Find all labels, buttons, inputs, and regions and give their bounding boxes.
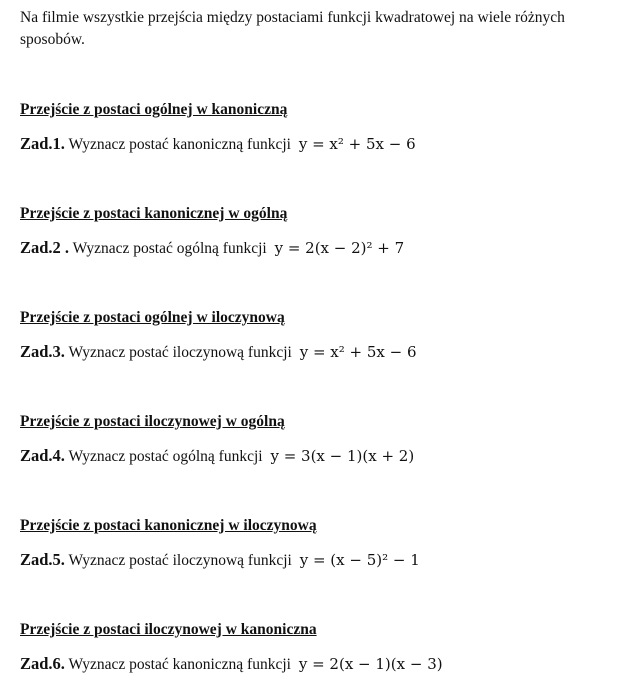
section-4 [20, 412, 615, 467]
section-5 [20, 516, 615, 571]
section-heading: Przejście z postaci iloczynowej w ogólną [20, 413, 285, 430]
task-text: Wyznacz postać kanoniczną funkcji [68, 136, 291, 153]
section-heading: Przejście z postaci iloczynowej w kanoniczna [20, 621, 317, 638]
task-formula: y = x² + 5x − 6 [299, 343, 417, 361]
task-label: Zad.1. [20, 134, 65, 153]
task-formula: y = 3(x − 1)(x + 2) [270, 447, 415, 465]
task-text: Wyznacz postać iloczynową funkcji [68, 344, 292, 361]
task-label: Zad.5. [20, 550, 65, 569]
task-formula: y = 2(x − 2)² + 7 [274, 239, 405, 257]
section-3 [20, 308, 615, 363]
task-label: Zad.4. [20, 446, 65, 465]
task-label: Zad.6. [20, 654, 65, 673]
task-line [20, 446, 615, 467]
task-formula: y = x² + 5x − 6 [298, 135, 416, 153]
section-1 [20, 100, 615, 155]
task-line [20, 238, 615, 259]
task-line [20, 550, 615, 571]
task-text: Wyznacz postać kanoniczną funkcji [68, 656, 291, 673]
task-text: Wyznacz postać iloczynową funkcji [68, 552, 292, 569]
section-heading: Przejście z postaci ogólnej w iloczynową [20, 309, 285, 326]
task-text: Wyznacz postać ogólną funkcji [72, 240, 267, 257]
section-heading: Przejście z postaci kanonicznej w iloczynową [20, 517, 317, 534]
task-line [20, 134, 615, 155]
intro-paragraph: Na filmie wszystkie przejścia między postaciami funkcji kwadratowej na wiele różnych sposobów. [20, 9, 565, 48]
task-label: Zad.3. [20, 342, 65, 361]
section-heading: Przejście z postaci kanonicznej w ogólną [20, 205, 288, 222]
task-text: Wyznacz postać ogólną funkcji [68, 448, 263, 465]
task-formula: y = (x − 5)² − 1 [299, 551, 420, 569]
section-6 [20, 620, 615, 675]
task-line [20, 654, 615, 675]
task-formula: y = 2(x − 1)(x − 3) [298, 655, 443, 673]
section-2 [20, 204, 615, 259]
task-label: Zad.2 . [20, 238, 70, 257]
section-heading: Przejście z postaci ogólnej w kanoniczną [20, 101, 288, 118]
task-line [20, 342, 615, 363]
